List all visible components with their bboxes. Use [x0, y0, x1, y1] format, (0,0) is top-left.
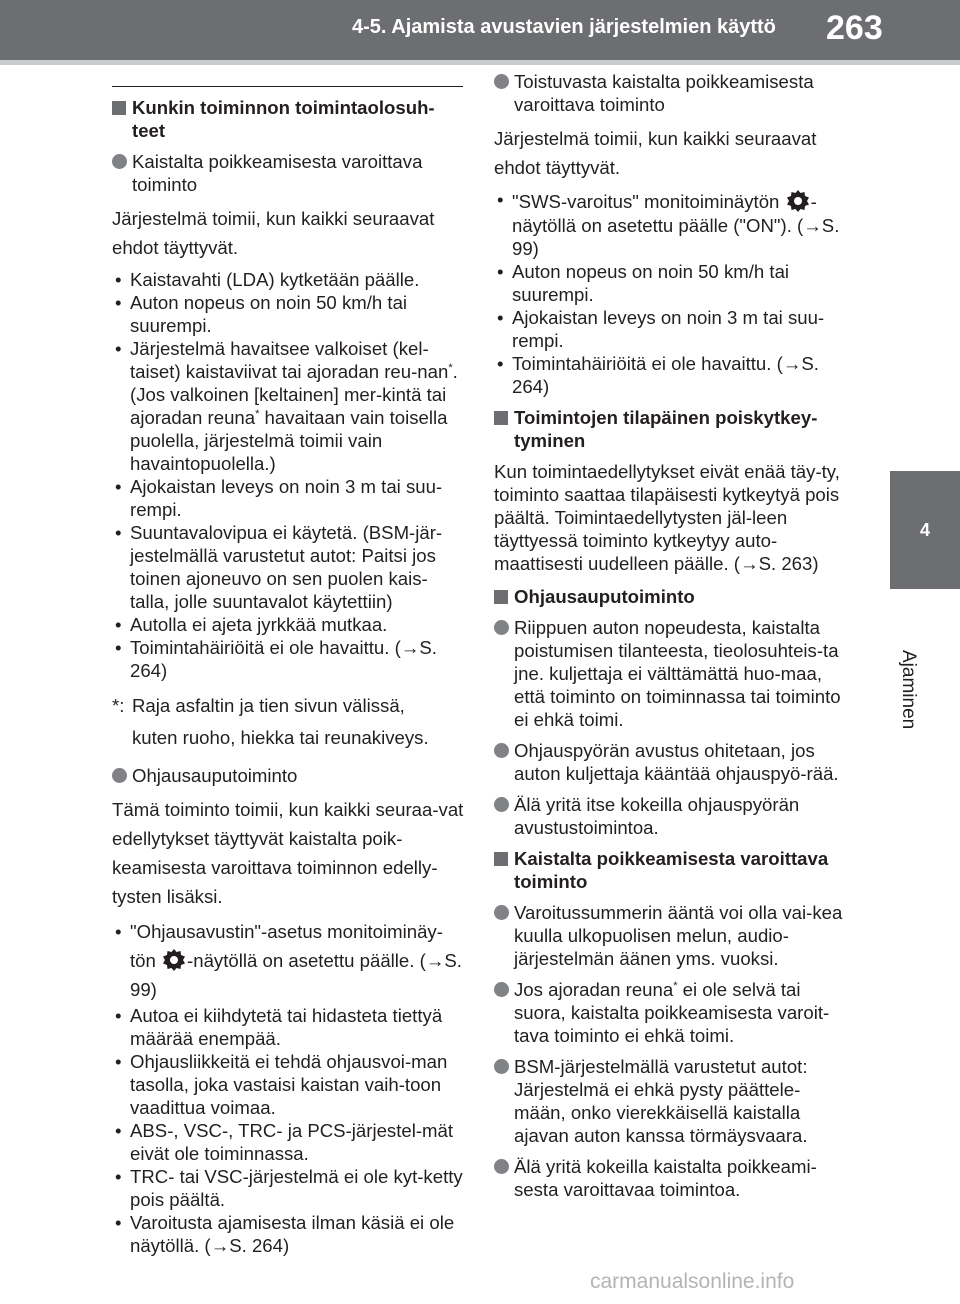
square-bullet-icon	[494, 852, 508, 866]
list-item: • Ajokaistan leveys on noin 3 m tai suu-rempi.	[112, 475, 466, 521]
footnote: *: Raja asfaltin ja tien sivun välissä, kuten ruoho, hiekka tai reunakiveys.	[112, 695, 429, 748]
sws-conditions-list	[494, 188, 850, 398]
header-stripe	[0, 60, 960, 65]
heading-temporary-disable: Toimintojen tilapäinen poiskytkey-tyminen	[494, 406, 850, 452]
paragraph: Järjestelmä toimii, kun kaikki seuraavat ehdot täyttyvät.	[494, 128, 817, 178]
square-bullet-icon	[112, 101, 126, 115]
square-bullet-icon	[494, 590, 508, 604]
page-number: 263	[826, 9, 883, 47]
list-item: • ABS-, VSC-, TRC- ja PCS-järjestel-mät eivät ole toiminnassa.	[112, 1119, 466, 1165]
list-item: • TRC- tai VSC-järjestelmä ei ole kyt-ketty pois päältä.	[112, 1165, 466, 1211]
list-item: • Suuntavalovipua ei käytetä. (BSM-jär-jestelmällä varustetut autot: Paitsi jos toinen ajoneuvo on sen puolen kais-talla, jolle suuntavalot käytettiin)	[112, 521, 466, 613]
circle-bullet-icon	[494, 743, 509, 758]
settings-gear-icon	[785, 188, 811, 214]
list-item: • "SWS-varoitus" monitoiminäytön -näytöllä on asetettu päälle ("ON"). (→S. 99)	[494, 188, 850, 260]
heading-lane-departure-warning: Kaistalta poikkeamisesta varoittava toiminto	[494, 847, 850, 893]
section-rule	[112, 86, 463, 87]
circle-bullet-icon	[494, 74, 509, 89]
list-item: • Järjestelmä havaitsee valkoiset (kel-taiset) kaistaviivat tai ajoradan reu-nan*. (Jos valkoinen [keltainen] mer-kintä tai ajoradan reuna* havaitaan vain toisella puolella, järjestelmä toimii vain havaintopuolella.)	[112, 337, 466, 475]
section-title: 4-5. Ajamista avustavien järjestelmien käyttö	[352, 16, 776, 38]
settings-gear-icon	[161, 947, 187, 973]
watermark: carmanualsonline.info	[590, 1270, 795, 1293]
list-item: • Autolla ei ajeta jyrkkää mutkaa.	[112, 613, 466, 636]
steering-conditions-list	[112, 917, 466, 1257]
circle-bullet-icon	[494, 1059, 509, 1074]
list-item[interactable]: • Toimintahäiriöitä ei ole havaittu. (→S. 264)	[494, 352, 850, 398]
circle-bullet-icon	[494, 620, 509, 635]
list-item[interactable]: • Varoitusta ajamisesta ilman käsiä ei ole näytöllä. (→S. 264)	[112, 1211, 466, 1257]
list-item: • Auton nopeus on noin 50 km/h tai suurempi.	[494, 260, 850, 306]
right-column	[494, 70, 850, 1209]
circle-bullet-icon	[494, 982, 509, 997]
chapter-tab[interactable]: 4	[890, 471, 960, 589]
heading-conditions: Kunkin toiminnon toimintaolosuh-teet	[112, 96, 466, 142]
paragraph: Kun toimintaedellytykset eivät enää täy-ty, toiminto saattaa tilapäisesti kytkeytyä pois päältä. Toimintaedellytysten jäl-leen täyttyessä toiminto kytkeytyy auto-maattisesti uudelleen päälle. (→S. 263)	[494, 461, 840, 574]
list-item: Varoitussummerin ääntä voi olla vai-kea kuulla ulkopuolisen melun, audio-järjestelmän äänen yms. vuoksi.	[494, 901, 850, 970]
conditions-list	[112, 268, 466, 682]
item-steering-assist: Ohjausauputoiminto	[112, 764, 466, 787]
list-item: • Ajokaistan leveys on noin 3 m tai suu-rempi.	[494, 306, 850, 352]
item-lane-departure-warning: Kaistalta poikkeamisesta varoittava toiminto	[112, 150, 466, 196]
item-repeated-lane-departure: Toistuvasta kaistalta poikkeamisesta varoittava toiminto	[494, 70, 850, 116]
list-item: Riippuen auton nopeudesta, kaistalta poistumisen tilanteesta, tieolosuhteis-ta jne. kuljettaja ei välttämättä huo-maa, että toiminto on toiminnassa tai toiminto ei ehkä toimi.	[494, 616, 850, 731]
paragraph: Järjestelmä toimii, kun kaikki seuraavat ehdot täyttyvät.	[112, 208, 435, 258]
circle-bullet-icon	[494, 797, 509, 812]
list-item: • Ohjausliikkeitä ei tehdä ohjausvoi-man tasolla, joka vastaisi kaistan vaih-toon vaadittua voimaa.	[112, 1050, 466, 1119]
circle-bullet-icon	[112, 154, 127, 169]
list-item: Jos ajoradan reuna* ei ole selvä tai suora, kaistalta poikkeamisesta varoit-tava toiminto ei ehkä toimi.	[494, 978, 850, 1047]
circle-bullet-icon	[112, 768, 127, 783]
left-column	[112, 96, 466, 1265]
circle-bullet-icon	[494, 905, 509, 920]
paragraph: Tämä toiminto toimii, kun kaikki seuraa-vat edellytykset täyttyvät kaistalta poik-keamisesta varoittava toiminnon edelly-tysten lisäksi.	[112, 799, 464, 907]
list-item: • Auton nopeus on noin 50 km/h tai suurempi.	[112, 291, 466, 337]
list-item: BSM-järjestelmällä varustetut autot: Järjestelmä ei ehkä pysty päättele-mään, onko vierekkäisellä kaistalla ajavan auton kanssa törmäysvaara.	[494, 1055, 850, 1147]
list-item: Ohjauspyörän avustus ohitetaan, jos auton kuljettaja kääntää ohjauspyö-rää.	[494, 739, 850, 785]
list-item: Älä yritä kokeilla kaistalta poikkeami-sesta varoittavaa toimintoa.	[494, 1155, 850, 1201]
list-item: • Autoa ei kiihdytetä tai hidasteta tiettyä määrää enempää.	[112, 1004, 466, 1050]
circle-bullet-icon	[494, 1159, 509, 1174]
list-item[interactable]: • Toimintahäiriöitä ei ole havaittu. (→S. 264)	[112, 636, 466, 682]
list-item: Älä yritä itse kokeilla ohjauspyörän avustustoimintoa.	[494, 793, 850, 839]
list-item: • "Ohjausavustin"-asetus monitoiminäy-tön -näytöllä on asetettu päälle. (→S. 99)	[112, 917, 466, 1004]
list-item: • Kaistavahti (LDA) kytketään päälle.	[112, 268, 466, 291]
square-bullet-icon	[494, 411, 508, 425]
heading-steering-assist: Ohjausauputoiminto	[494, 585, 850, 608]
